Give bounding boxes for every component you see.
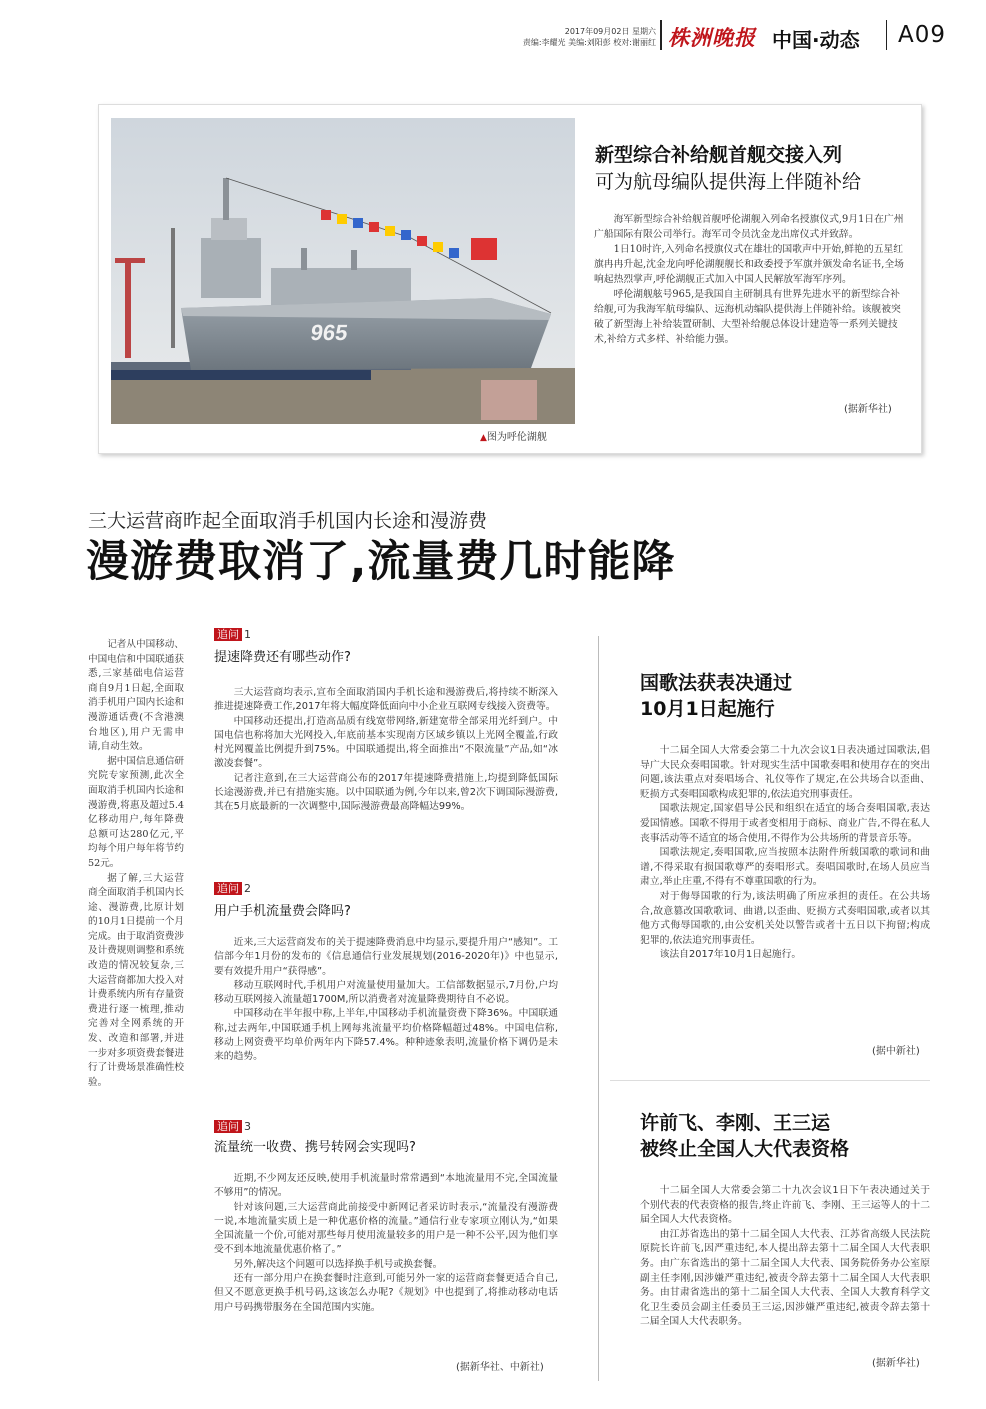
ship-illustration (111, 118, 575, 424)
right-story-1-title (640, 670, 792, 722)
right-story-2-title (640, 1110, 849, 1162)
masthead-meta (516, 26, 656, 48)
section-body-3 (214, 1172, 558, 1315)
paragraph: 由江苏省选出的第十二届全国人大代表、江苏省高级人民法院原院长许前飞,因严重违纪,本人提出辞去第十二届全国人大代表职务。由广东省选出的第十二届全国人大代表、国务院侨务办公室原副主任李刚,因涉嫌严重违纪,被责令辞去第十二届全国人大代表职务。由甘肃省选出的第十二届全国人大代表、全国人大教育科学文化卫生委员会副主任委员王三运,因涉嫌严重违纪,被责令辞去第十二届全国人大代表职务。 (640, 1228, 930, 1328)
paragraph: 记者注意到,在三大运营商公布的2017年提速降费措施上,均提到降低国际长途漫游费,并已有措施实施。以中国联通为例,今年以来,曾2次下调国际漫游费,其在5月底最新的一次调整中,国际漫游费最高降幅达99%。 (214, 772, 558, 813)
title-line: 许前飞、李刚、王三运 (640, 1112, 831, 1134)
top-story-body (594, 212, 908, 347)
section-question-3: 流量统一收费、携号转网会实现吗? (214, 1140, 416, 1155)
paragraph: 记者从中国移动、中国电信和中国联通获悉,三家基础电信运营商自9月1日起,全面取消手机用户国内长途和漫游通话费(不含港澳台地区),用户无需申请,自动生效。 (88, 639, 184, 753)
caption-text: 图为呼伦湖舰 (486, 432, 547, 443)
masthead-divider-2 (886, 20, 887, 50)
main-story-headline: 漫游费取消了,流量费几时能降 (86, 537, 676, 587)
paragraph: 据中国信息通信研究院专家预测,此次全面取消手机国内长途和漫游费,将惠及超过5.4亿移动用户,每年降费总额可达280亿元,平均每个用户每年将节约52元。 (88, 755, 184, 869)
title-line: 国歌法获表决通过 (640, 672, 793, 694)
right-story-2-source: (据新华社) (872, 1358, 920, 1369)
section-tag-3 (214, 1118, 251, 1134)
paragraph: 中国移动在半年报中称,上半年,中国移动手机流量资费下降36%。中国联通称,过去两年,中国联通手机上网每兆流量平均价格降幅超过48%。中国电信称,移动上网资费平均单价两年内下降57.4%。种种迹象表明,流量价格下调仍是未来的趋势。 (214, 1008, 558, 1063)
column-divider (598, 636, 599, 1381)
paragraph: 针对该问题,三大运营商此前接受中新网记者采访时表示,“流量没有漫游费一说,本地流量实质上是一种优惠价格的流量。”通信行业专家项立刚认为,“如果全国流量一个价,可能对那些每月使用流量较多的用户是一种不公平,因为他们享受不到本地流量优惠价格了。” (214, 1201, 558, 1256)
main-story-source: (据新华社、中新社) (456, 1362, 544, 1373)
paragraph: 据了解,三大运营商全面取消手机国内长途、漫游费,比原计划的10月1日提前一个月完成。由于取消资费涉及计费规则调整和系统改造的情况较复杂,三大运营商都加大投入对计费系统内所有存量资费进行逐一梳理,推动完善对全网系统的开发、改造和部署,并进一步对多项资费套餐进行了计费场景准确性校验。 (88, 872, 184, 1088)
issue-date: 2017年09月02日 星期六 (564, 27, 656, 36)
masthead-divider (660, 20, 662, 50)
right-story-1-body (640, 744, 930, 963)
top-story-source: (据新华社) (844, 404, 892, 415)
paragraph: 对于侮辱国歌的行为,该法明确了所应承担的责任。在公共场合,故意篡改国歌歌词、曲谱,以歪曲、贬损方式奏唱国歌,或者以其他方式侮辱国歌的,由公安机关处以警告或者十五日以下拘留;构成犯罪的,依法追究刑事责任。 (640, 890, 930, 946)
right-story-2-body (640, 1184, 930, 1330)
paragraph: 国歌法规定,国家倡导公民和组织在适宜的场合奏唱国歌,表达爱国情感。国歌不得用于或者变相用于商标、商业广告,不得在私人丧事活动等不适宜的场合使用,不得作为公共场所的背景音乐等。 (640, 803, 930, 844)
section-body-1 (214, 686, 558, 815)
paragraph: 另外,解决这个问题可以选择换手机号或换套餐。 (233, 1258, 443, 1270)
right-column-divider (610, 1080, 930, 1081)
right-story-1-source: (据中新社) (872, 1046, 920, 1057)
caption-marker-icon: ▲ (480, 433, 487, 443)
title-line: 被终止全国人大代表资格 (640, 1138, 850, 1160)
photo-caption (480, 428, 547, 443)
page-number: A09 (898, 22, 947, 48)
paragraph: 国歌法规定,奏唱国歌,应当按照本法附件所载国歌的歌词和曲谱,不得采取有损国歌尊严的奏唱形式。奏唱国歌时,在场人员应当肃立,举止庄重,不得有不尊重国歌的行为。 (640, 847, 930, 888)
paragraph: 十二届全国人大常委会第二十九次会议1日下午表决通过关于个别代表的代表资格的报告,终止许前飞、李刚、王三运等人的十二届全国人大代表资格。 (640, 1185, 930, 1226)
paragraph: 1日10时许,入列命名授旗仪式在雄壮的国歌声中开始,鲜艳的五星红旗冉冉升起,沈金龙向呼伦湖舰舰长和政委授予军旗并颁发命名证书,全场响起热烈掌声,呼伦湖舰正式加入中国人民解放军海军序列。 (594, 244, 904, 285)
section-tag-1 (214, 626, 251, 642)
tag-label: 追问 (214, 628, 242, 641)
paragraph: 呼伦湖舰舷号965,是我国自主研制具有世界先进水平的新型综合补给舰,可为我海军航母编队、远海机动编队提供海上伴随补给。该舰被突破了新型海上补给装置研制、大型补给舰总体设计建造等一系列关键技术,补给方式多样、补给能力强。 (594, 289, 901, 345)
paragraph: 该法自2017年10月1日起施行。 (659, 949, 802, 961)
top-story-subtitle: 可为航母编队提供海上伴随补给 (595, 171, 862, 193)
title-line: 10月1日起施行 (640, 698, 775, 720)
tag-number: 1 (244, 628, 251, 641)
section-question-1: 提速降费还有哪些动作? (214, 650, 351, 665)
section-title: 中国·动态 (772, 28, 860, 52)
section-body-2 (214, 936, 558, 1065)
paragraph: 中国移动还提出,打造高品质有线宽带网络,新建宽带全部采用光纤到户。中国电信也称将加大光网投入,年底前基本实现南方区域乡镇以上光网全覆盖,行政村光网覆盖比例提升到75%。中国联通提出,将全面推出“不限流量”产品,如“冰激凌套餐”。 (214, 715, 558, 770)
tag-label: 追问 (214, 882, 242, 895)
paragraph: 海军新型综合补给舰首舰呼伦湖舰入列命名授旗仪式,9月1日在广州广船国际有限公司举行。海军司令员沈金龙出席仪式并致辞。 (594, 214, 904, 240)
newspaper-logo: 株洲晚报 (668, 25, 756, 50)
section-question-2: 用户手机流量费会降吗? (214, 904, 351, 919)
hull-number: 965 (309, 320, 350, 345)
paragraph: 十二届全国人大常委会第二十九次会议1日表决通过国歌法,倡导广大民众奏唱国歌。针对现实生活中国歌奏唱和使用存在的突出问题,该法重点对奏唱场合、礼仪等作了规定,在公共场合以歪曲、贬损方式奏唱国歌构成犯罪的,依法追究刑事责任。 (640, 745, 930, 800)
paragraph: 还有一部分用户在换套餐时注意到,可能另外一家的运营商套餐更适合自己,但又不愿意更换手机号码,这该怎么办呢?《规划》中也提到了,将推动移动电话用户号码携带服务在全国范围内实施。 (214, 1273, 558, 1313)
tag-number: 2 (244, 882, 251, 895)
editor-credits: 责编:李耀光 美编:刘阳彭 校对:谢丽红 (522, 38, 656, 47)
tag-number: 3 (244, 1120, 251, 1133)
main-story-intro (88, 638, 184, 1090)
tag-label: 追问 (214, 1120, 242, 1133)
paragraph: 移动互联网时代,手机用户对流量使用量加大。工信部数据显示,7月份,户均移动互联网接入流量超1700M,所以消费者对流量降费期待自不必说。 (214, 979, 558, 1006)
top-story-title: 新型综合补给舰首舰交接入列 (595, 144, 843, 166)
main-story-kicker: 三大运营商昨起全面取消手机国内长途和漫游费 (88, 510, 488, 532)
paragraph: 近期,不少网友还反映,使用手机流量时常常遇到“本地流量用不完,全国流量不够用”的情况。 (214, 1173, 558, 1199)
ship-photo (111, 118, 575, 424)
section-tag-2 (214, 880, 251, 896)
paragraph: 近来,三大运营商发布的关于提速降费消息中均显示,要提升用户“感知”。工信部今年1月份的发布的《信息通信行业发展规划(2016-2020年)》中也显示,要有效提升用户“获得感”。 (214, 937, 558, 977)
paragraph: 三大运营商均表示,宣布全面取消国内手机长途和漫游费后,将持续不断深入推进提速降费工作,2017年将大幅度降低面向中小企业互联网专线接入资费等。 (214, 687, 558, 713)
